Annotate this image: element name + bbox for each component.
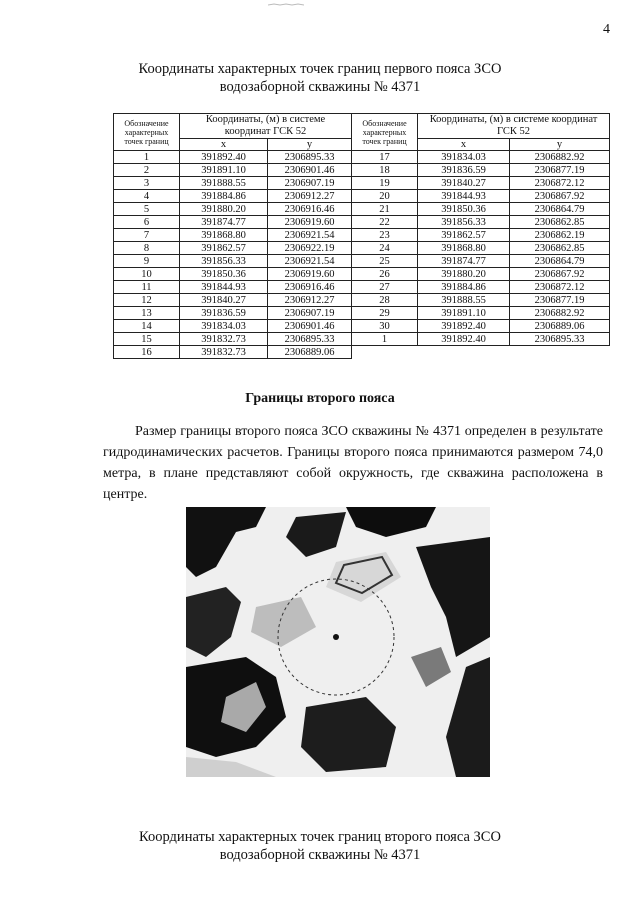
scan-artifact bbox=[268, 2, 304, 7]
table1-caption-line1: Координаты характерных точек границ первого пояса ЗСО bbox=[138, 61, 502, 77]
point-number-cell bbox=[352, 346, 418, 359]
x-value-cell: 391874.77 bbox=[418, 255, 510, 268]
y-value-cell: 2306921.54 bbox=[268, 229, 352, 242]
y-value-cell: 2306922.19 bbox=[268, 242, 352, 255]
y-value-cell: 2306921.54 bbox=[268, 255, 352, 268]
x-value-cell: 391880.20 bbox=[180, 203, 268, 216]
point-number-cell: 23 bbox=[352, 229, 418, 242]
x-value-cell bbox=[418, 346, 510, 359]
point-number-cell: 26 bbox=[352, 268, 418, 281]
y-value-cell: 2306895.33 bbox=[510, 333, 610, 346]
point-number-cell: 16 bbox=[114, 346, 180, 359]
point-number-cell: 17 bbox=[352, 151, 418, 164]
y-value-cell: 2306907.19 bbox=[268, 177, 352, 190]
table1-caption-line2: водозаборной скважины № 4371 bbox=[219, 79, 421, 95]
y-value-cell: 2306895.33 bbox=[268, 151, 352, 164]
table-row bbox=[114, 164, 610, 177]
x-value-cell: 391884.86 bbox=[180, 190, 268, 203]
y-value-cell: 2306919.60 bbox=[268, 268, 352, 281]
y-value-cell: 2306867.92 bbox=[510, 190, 610, 203]
y-value-cell: 2306901.46 bbox=[268, 164, 352, 177]
table-row bbox=[114, 216, 610, 229]
x-value-cell: 391892.40 bbox=[180, 151, 268, 164]
y-value-cell: 2306882.92 bbox=[510, 307, 610, 320]
x-value-cell: 391888.55 bbox=[180, 177, 268, 190]
point-number-cell: 6 bbox=[114, 216, 180, 229]
paragraph-text: Размер границы второго пояса ЗСО скважины № 4371 определен в результате гидродинамических расчетов. Границы второго пояса принимаются размером 74,0 метра, в плане представляют собой окружность, где скважина расположена в центре. bbox=[103, 424, 603, 502]
y-value-cell: 2306864.79 bbox=[510, 203, 610, 216]
point-number-cell: 22 bbox=[352, 216, 418, 229]
x-value-cell: 391892.40 bbox=[418, 320, 510, 333]
point-number-cell: 18 bbox=[352, 164, 418, 177]
point-number-cell: 4 bbox=[114, 190, 180, 203]
point-number-cell: 15 bbox=[114, 333, 180, 346]
body-paragraph bbox=[103, 421, 603, 505]
y-value-cell: 2306901.46 bbox=[268, 320, 352, 333]
table-row bbox=[114, 242, 610, 255]
y-value-cell: 2306889.06 bbox=[510, 320, 610, 333]
point-number-cell: 30 bbox=[352, 320, 418, 333]
point-number-cell: 25 bbox=[352, 255, 418, 268]
section-title: Границы второго пояса bbox=[245, 391, 395, 406]
table-row bbox=[114, 151, 610, 164]
x-value-cell: 391856.33 bbox=[418, 216, 510, 229]
y-value-cell: 2306864.79 bbox=[510, 255, 610, 268]
point-number-cell: 12 bbox=[114, 294, 180, 307]
table-row bbox=[114, 255, 610, 268]
x-column-header: x bbox=[418, 139, 510, 151]
x-value-cell: 391836.59 bbox=[418, 164, 510, 177]
x-value-cell: 391840.27 bbox=[418, 177, 510, 190]
coordinates-table bbox=[113, 113, 610, 359]
y-value-cell: 2306872.12 bbox=[510, 177, 610, 190]
x-value-cell: 391874.77 bbox=[180, 216, 268, 229]
table-row bbox=[114, 294, 610, 307]
point-number-cell: 8 bbox=[114, 242, 180, 255]
y-value-cell: 2306867.92 bbox=[510, 268, 610, 281]
y-value-cell: 2306912.27 bbox=[268, 190, 352, 203]
table-row bbox=[114, 190, 610, 203]
y-value-cell: 2306907.19 bbox=[268, 307, 352, 320]
point-number-cell: 24 bbox=[352, 242, 418, 255]
x-value-cell: 391892.40 bbox=[418, 333, 510, 346]
x-value-cell: 391868.80 bbox=[418, 242, 510, 255]
point-number-cell: 3 bbox=[114, 177, 180, 190]
y-value-cell: 2306862.19 bbox=[510, 229, 610, 242]
point-number-cell: 27 bbox=[352, 281, 418, 294]
table-row bbox=[114, 177, 610, 190]
table-row bbox=[114, 346, 610, 359]
point-number-cell: 14 bbox=[114, 320, 180, 333]
table-row bbox=[114, 281, 610, 294]
x-value-cell: 391850.36 bbox=[418, 203, 510, 216]
table2-caption-line2: водозаборной скважины № 4371 bbox=[219, 847, 421, 863]
point-number-cell: 20 bbox=[352, 190, 418, 203]
point-number-cell: 28 bbox=[352, 294, 418, 307]
x-value-cell: 391862.57 bbox=[180, 242, 268, 255]
y-value-cell bbox=[510, 346, 610, 359]
table-row bbox=[114, 307, 610, 320]
y-column-header: y bbox=[510, 139, 610, 151]
point-number-cell: 1 bbox=[114, 151, 180, 164]
y-value-cell: 2306877.19 bbox=[510, 164, 610, 177]
table2-caption-line1: Координаты характерных точек границ второго пояса ЗСО bbox=[139, 829, 501, 845]
point-number-cell: 5 bbox=[114, 203, 180, 216]
point-number-cell: 2 bbox=[114, 164, 180, 177]
coord-system-header: Координаты, (м) в системе координат ГСК 52 bbox=[418, 114, 610, 139]
y-value-cell: 2306889.06 bbox=[268, 346, 352, 359]
point-number-cell: 1 bbox=[352, 333, 418, 346]
y-value-cell: 2306862.85 bbox=[510, 242, 610, 255]
x-value-cell: 391834.03 bbox=[180, 320, 268, 333]
page-number: 4 bbox=[603, 22, 610, 37]
point-number-cell: 11 bbox=[114, 281, 180, 294]
table-row bbox=[114, 229, 610, 242]
point-number-cell: 19 bbox=[352, 177, 418, 190]
y-value-cell: 2306872.12 bbox=[510, 281, 610, 294]
x-value-cell: 391862.57 bbox=[418, 229, 510, 242]
table-row bbox=[114, 268, 610, 281]
point-label-header: Обозначение характерных точек границ bbox=[352, 114, 418, 151]
x-value-cell: 391891.10 bbox=[418, 307, 510, 320]
table-row bbox=[114, 320, 610, 333]
y-value-cell: 2306919.60 bbox=[268, 216, 352, 229]
y-value-cell: 2306882.92 bbox=[510, 151, 610, 164]
point-number-cell: 10 bbox=[114, 268, 180, 281]
y-value-cell: 2306916.46 bbox=[268, 281, 352, 294]
x-value-cell: 391836.59 bbox=[180, 307, 268, 320]
table-row bbox=[114, 203, 610, 216]
point-label-header: Обозначение характерных точек границ bbox=[114, 114, 180, 151]
y-value-cell: 2306916.46 bbox=[268, 203, 352, 216]
x-value-cell: 391868.80 bbox=[180, 229, 268, 242]
x-value-cell: 391844.93 bbox=[180, 281, 268, 294]
y-value-cell: 2306895.33 bbox=[268, 333, 352, 346]
table1-caption bbox=[0, 60, 640, 96]
x-value-cell: 391834.03 bbox=[418, 151, 510, 164]
point-number-cell: 21 bbox=[352, 203, 418, 216]
x-value-cell: 391832.73 bbox=[180, 346, 268, 359]
x-value-cell: 391884.86 bbox=[418, 281, 510, 294]
x-column-header: x bbox=[180, 139, 268, 151]
y-value-cell: 2306912.27 bbox=[268, 294, 352, 307]
aerial-photo bbox=[186, 507, 490, 777]
x-value-cell: 391880.20 bbox=[418, 268, 510, 281]
x-value-cell: 391850.36 bbox=[180, 268, 268, 281]
x-value-cell: 391891.10 bbox=[180, 164, 268, 177]
point-number-cell: 13 bbox=[114, 307, 180, 320]
x-value-cell: 391832.73 bbox=[180, 333, 268, 346]
y-value-cell: 2306862.85 bbox=[510, 216, 610, 229]
y-column-header: y bbox=[268, 139, 352, 151]
y-value-cell: 2306877.19 bbox=[510, 294, 610, 307]
x-value-cell: 391888.55 bbox=[418, 294, 510, 307]
table2-caption bbox=[0, 828, 640, 864]
x-value-cell: 391844.93 bbox=[418, 190, 510, 203]
point-number-cell: 9 bbox=[114, 255, 180, 268]
table-row bbox=[114, 333, 610, 346]
point-number-cell: 29 bbox=[352, 307, 418, 320]
x-value-cell: 391840.27 bbox=[180, 294, 268, 307]
coord-system-header: Координаты, (м) в системе координат ГСК 52 bbox=[180, 114, 352, 139]
point-number-cell: 7 bbox=[114, 229, 180, 242]
aerial-photo-image bbox=[186, 507, 490, 777]
coordinates-table-body bbox=[114, 151, 610, 359]
x-value-cell: 391856.33 bbox=[180, 255, 268, 268]
